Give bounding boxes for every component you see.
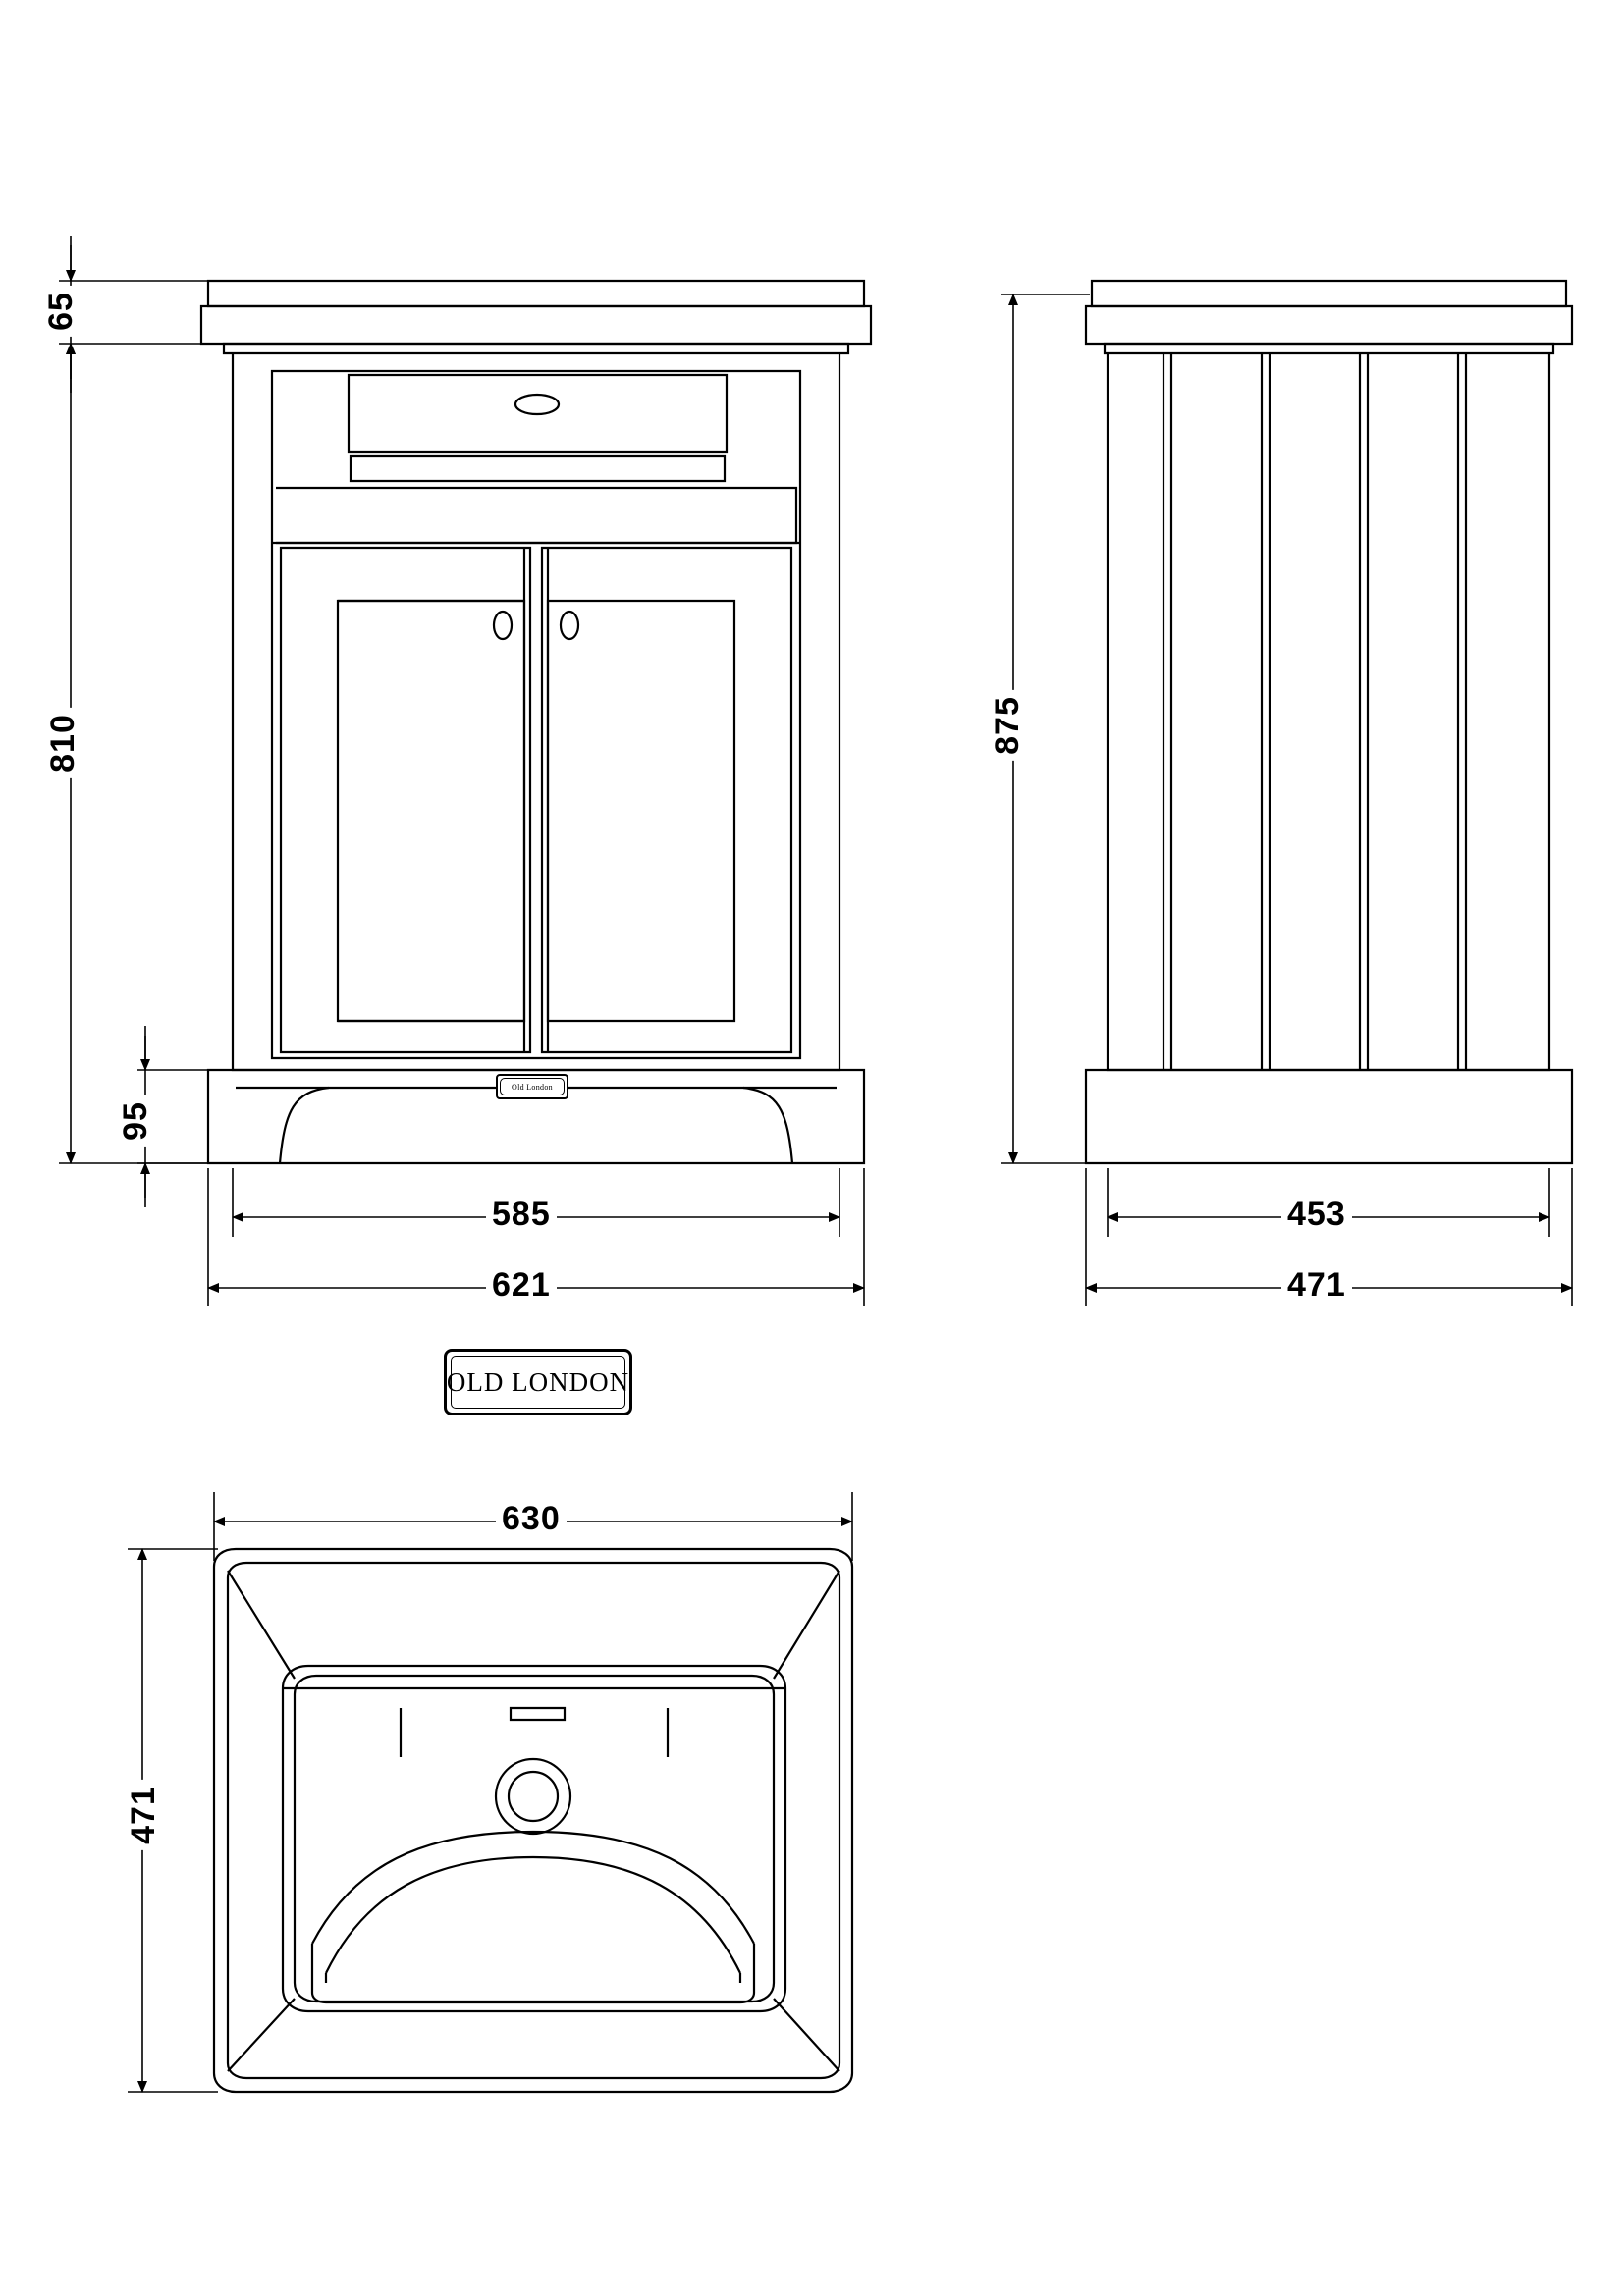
- dim-label-cabinet-height: 810: [46, 708, 80, 778]
- dim-label-cabinet-depth: 453: [1281, 1198, 1352, 1231]
- brand-plate-small-inner-border: [500, 1078, 565, 1095]
- basin-plan-view: [214, 1549, 852, 2092]
- dim-label-cabinet-body-width: 585: [486, 1198, 557, 1231]
- side-elevation-view: [1086, 281, 1572, 1163]
- front-elevation-view: [201, 281, 871, 1163]
- dim-label-basin-depth: 471: [127, 1780, 160, 1850]
- dim-label-plinth-height: 95: [119, 1095, 152, 1147]
- dim-label-overall-height: 875: [991, 690, 1024, 761]
- brand-plate-small-label: Old London: [512, 1082, 553, 1092]
- brand-plate-inner-border: [446, 1356, 630, 1409]
- side-dimension-lines: [1001, 294, 1572, 1306]
- front-dimension-lines: [59, 236, 864, 1306]
- dim-label-overall-depth: 471: [1281, 1268, 1352, 1302]
- brand-plate-label: OLD LONDON: [446, 1366, 630, 1397]
- dim-label-overall-width: 621: [486, 1268, 557, 1302]
- dim-label-top-thickness: 65: [44, 286, 78, 337]
- brand-plate-small-on-cabinet: [496, 1074, 568, 1099]
- dim-label-basin-width: 630: [496, 1502, 567, 1535]
- brand-plate-old-london: [444, 1349, 632, 1415]
